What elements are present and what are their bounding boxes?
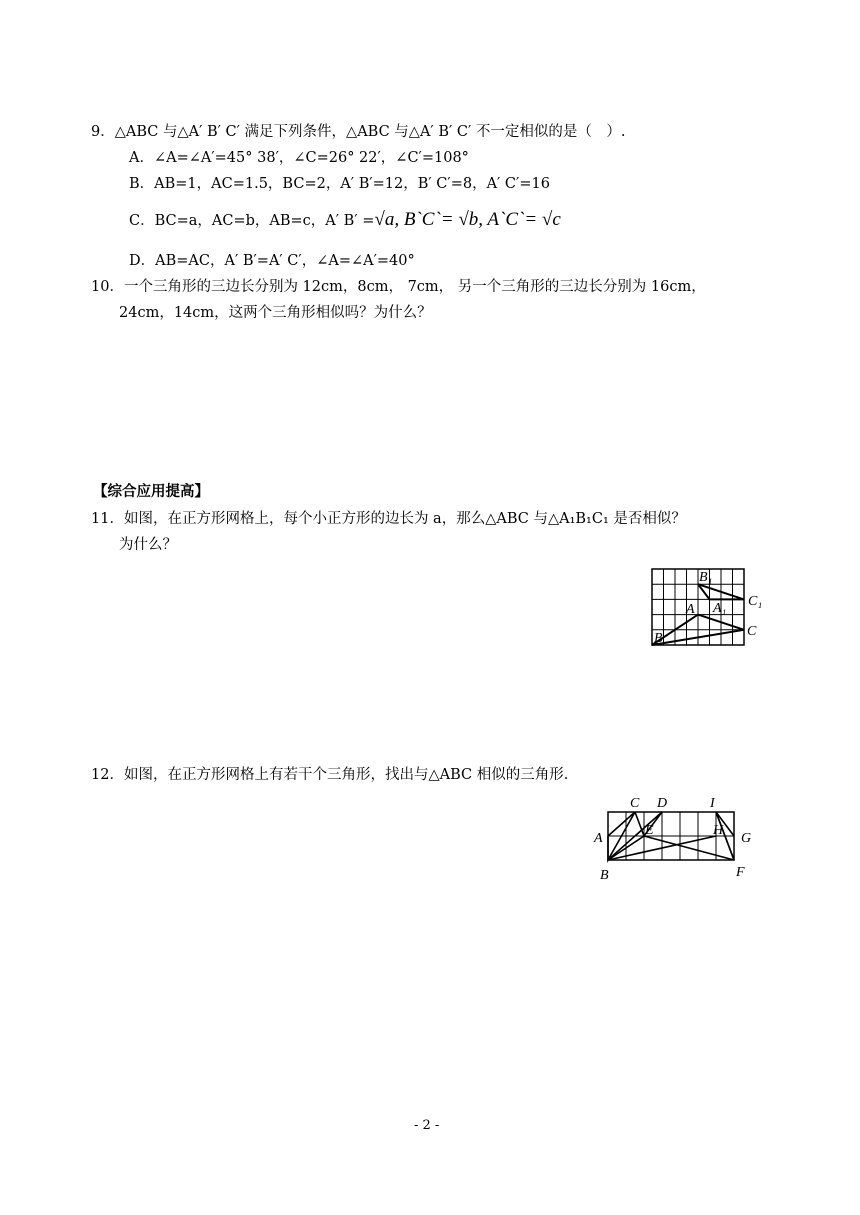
- section-heading: 【综合应用提高】: [93, 484, 209, 500]
- q11-label-a1: A₁: [713, 601, 727, 616]
- q11-line1: 11．如图，在正方形网格上，每个小正方形的边长为 a，那么△ABC 与△A₁B₁C₁ 是否相似？: [91, 511, 686, 527]
- q12-label-d: D: [657, 796, 668, 811]
- q12-label-g: G: [741, 831, 752, 846]
- page-number: - 2 -: [414, 1118, 440, 1133]
- q11-label-c: C: [747, 624, 757, 639]
- q11-grid-figure: [640, 560, 780, 655]
- q12-line-ef: [644, 836, 734, 860]
- q9-option-b: B．AB=1，AC=1.5，BC=2，A′ B′=12，B′ C′=8，A′ C′=16: [129, 176, 550, 192]
- q11-label-c1: C₁: [748, 594, 763, 609]
- q9-option-a: A．∠A=∠A′=45° 38′，∠C=26° 22′，∠C′=108°: [129, 150, 469, 166]
- q9-option-d: D．AB=AC，A′ B′=A′ C′，∠A=∠A′=40°: [129, 253, 415, 269]
- q12-label-f: F: [736, 865, 745, 880]
- q12-label-h: H: [713, 823, 724, 838]
- q9-option-c-text: C．BC=a，AC=b，AB=c，A′ B′ =: [129, 213, 375, 229]
- q9-option-c: [129, 210, 561, 231]
- q11-grid-lines: [652, 569, 744, 645]
- q10-line1: 10．一个三角形的三边长分别为 12cm，8cm， 7cm， 另一个三角形的三边长分别为 16cm，: [91, 279, 706, 295]
- q10-line2: 24cm，14cm，这两个三角形相似吗？为什么？: [119, 305, 432, 321]
- q12-line1: 12．如图，在正方形网格上有若干个三角形，找出与△ABC 相似的三角形.: [91, 767, 569, 783]
- q11-label-b1: B₁: [699, 570, 713, 585]
- q12-label-a: A: [594, 831, 603, 846]
- q12-label-e: E: [645, 823, 654, 838]
- q11-line2: 为什么？: [119, 537, 177, 553]
- q9-option-c-formula: √a, B`C`= √b, A`C`= √c: [374, 209, 561, 230]
- q12-label-b: B: [600, 868, 609, 883]
- q12-grid-figure: [590, 792, 765, 884]
- q11-label-a: A: [686, 602, 695, 617]
- q12-label-c: C: [630, 796, 640, 811]
- q11-label-b: B: [654, 631, 663, 646]
- q12-label-i: I: [710, 796, 715, 811]
- q9-stem: 9．△ABC 与△A′ B′ C′ 满足下列条件，△ABC 与△A′ B′ C′ 不一定相似的是（ ）.: [91, 124, 626, 140]
